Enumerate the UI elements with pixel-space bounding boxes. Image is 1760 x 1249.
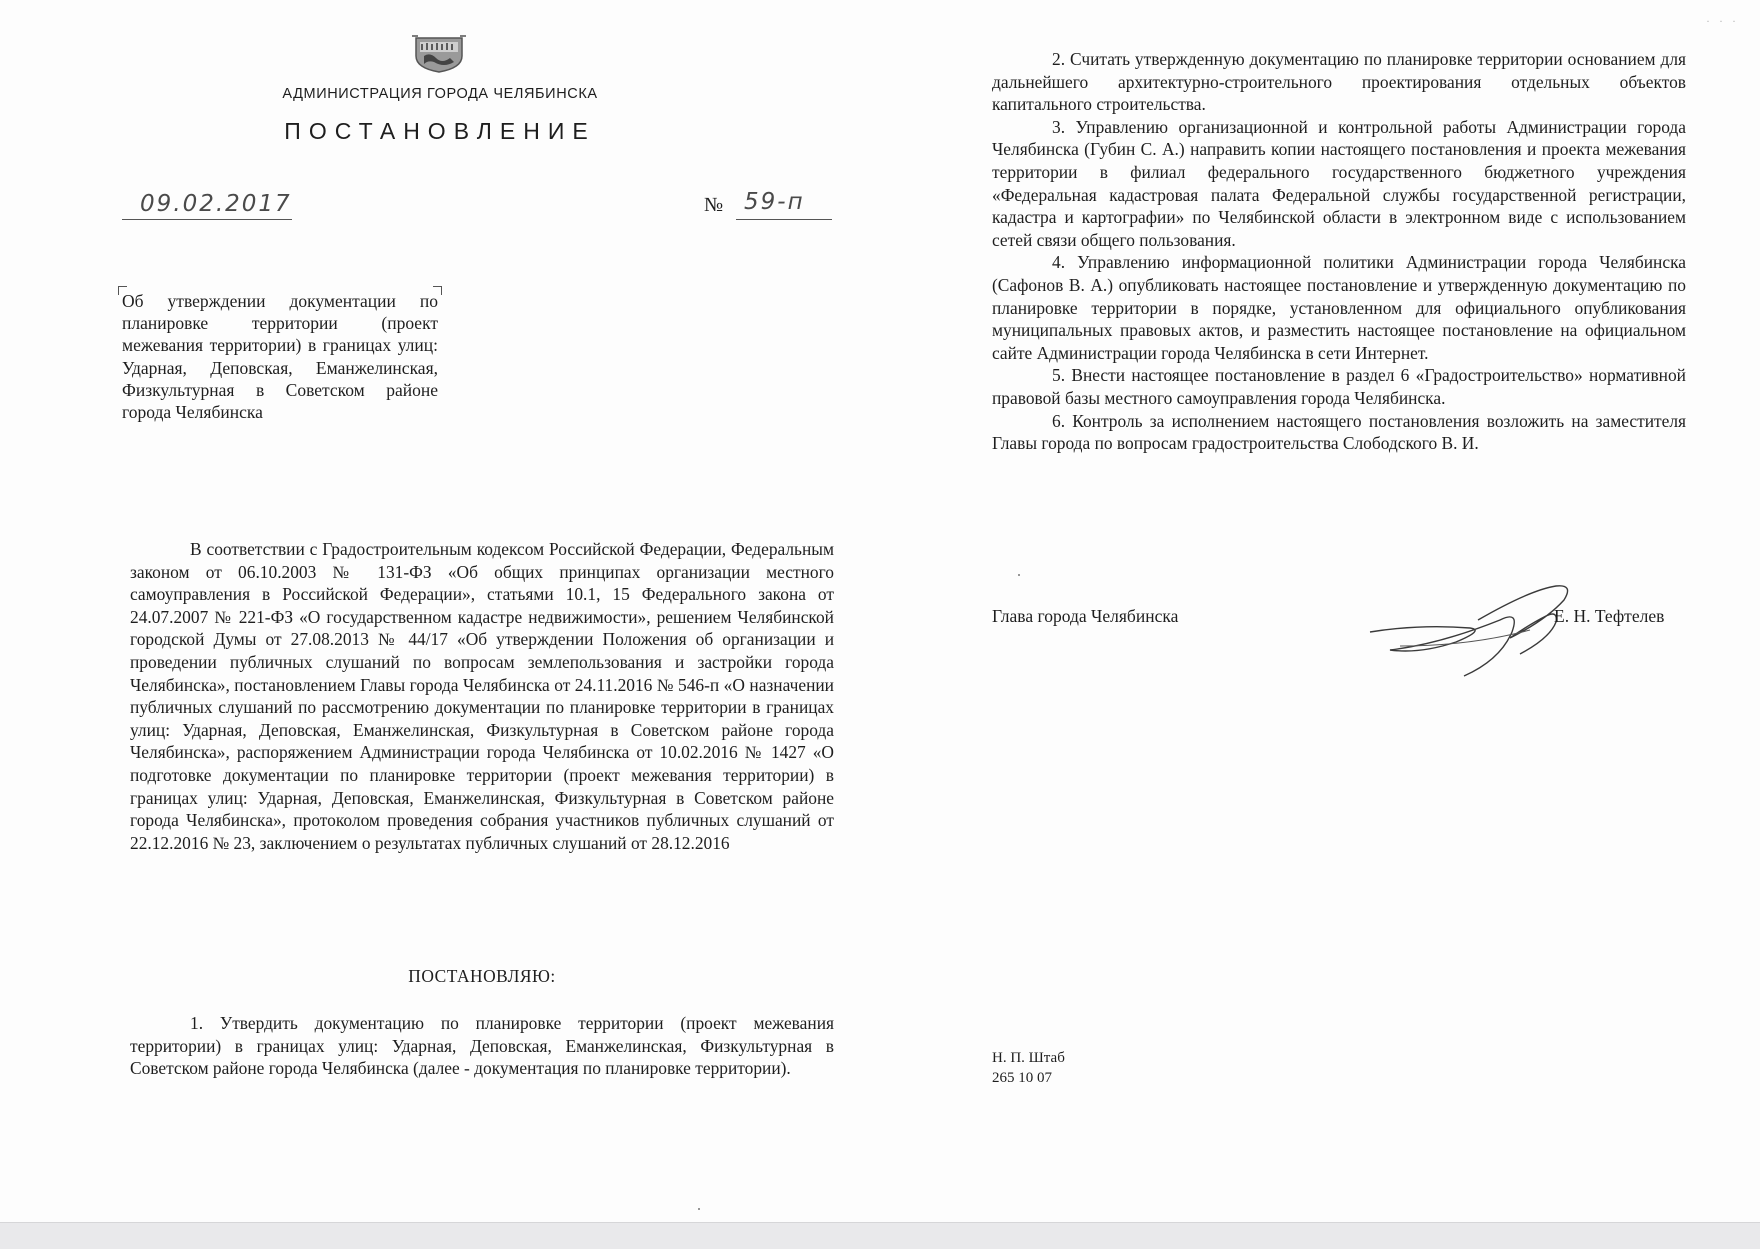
- document-subject: Об утверждении документации по планировке территории (проект межевания территории) в границах улиц: Ударная, Деповская, Еманжелинская, Физкультурная в Советском районе города Челябинска: [122, 291, 438, 423]
- bracket-top-right: [433, 286, 442, 295]
- bracket-top-left: [118, 286, 127, 295]
- decree-item-4: 4. Управлению информационной политики Администрации города Челябинска (Сафонов В. А.) опубликовать настоящее постановление и утвержденную документацию по планировке территории в порядке, установленном для официального опубликования муниципальных правовых актов, и разместить настоящее постановление на официальном сайте Администрации города Челябинска в сети Интернет.: [992, 252, 1686, 363]
- chelyabinsk-coat-of-arms-icon: [410, 34, 468, 74]
- decree-number: 59-п: [744, 189, 805, 215]
- decree-item-1: 1. Утвердить документацию по планировке территории (проект межевания территории) в границах улиц: Ударная, Деповская, Еманжелинская, Физкультурная в Советском районе города Челябинска (далее - документация по планировке территории).: [130, 1013, 834, 1079]
- speck: [698, 1208, 700, 1210]
- scan-edge-mark: · · ·: [1706, 14, 1739, 28]
- decree-item-5: 5. Внести настоящее постановление в раздел 6 «Градостроительство» нормативной правовой базы местного самоуправления города Челябинска.: [992, 365, 1686, 408]
- number-sign: №: [704, 194, 724, 216]
- subject-block: [122, 290, 438, 423]
- executor-phone: 265 10 07: [992, 1070, 1052, 1086]
- executor-block: [992, 1048, 1065, 1088]
- decree-date-field: [122, 193, 292, 220]
- decree-item-2: 2. Считать утвержденную документацию по планировке территории основанием для дальнейшего архитектурно-строительного проектирования отдельных объектов капитального строительства.: [992, 49, 1686, 115]
- executor-name: Н. П. Штаб: [992, 1050, 1065, 1066]
- signatory-name: Е. Н. Тефтелев: [1554, 606, 1665, 626]
- decree-item-3: 3. Управлению организационной и контрольной работы Администрации города Челябинска (Губин С. А.) направить копии настоящего постановления и проекта межевания территории в филиал федерального государственного бюджетного учреждения «Федеральная кадастровая палата Федеральной службы государственной регистрации, кадастра и картографии» по Челябинской области в электронном виде с использованием сетей связи общего пользования.: [992, 116, 1686, 250]
- signatory-position: Глава города Челябинска: [992, 606, 1179, 626]
- decree-keyword: ПОСТАНОВЛЯЮ:: [408, 966, 556, 986]
- items-right-column: [992, 48, 1686, 455]
- preamble-block: [130, 538, 834, 854]
- document-title: ПОСТАНОВЛЕНИЕ: [284, 118, 596, 144]
- decree-item-6: 6. Контроль за исполнением настоящего постановления возложить на заместителя Главы города по вопросам градостроительства Слободского В. И.: [992, 410, 1686, 454]
- decree-date: 09.02.2017: [140, 191, 292, 217]
- scan-bottom-edge: [0, 1222, 1760, 1249]
- speck: [1018, 574, 1020, 576]
- item-1-block: [130, 1012, 834, 1080]
- handwritten-signature-icon: [1360, 580, 1610, 680]
- administration-name: АДМИНИСТРАЦИЯ ГОРОДА ЧЕЛЯБИНСКА: [282, 86, 598, 102]
- decree-number-field: [736, 189, 832, 220]
- preamble-paragraph: В соответствии с Градостроительным кодексом Российской Федерации, Федеральным законом от 06.10.2003 № 131-ФЗ «Об общих принципах организации местного самоуправления в Российской Федерации», статьями 10.1, 15 Федерального закона от 24.07.2007 № 221-ФЗ «О государственном кадастре недвижимости», решением Челябинской городской Думы от 27.08.2013 № 44/17 «Об утверждении Положения об организации и проведении публичных слушаний по вопросам землепользования и застройки города Челябинска», постановлением Главы города Челябинска от 24.11.2016 № 546-п «О назначении публичных слушаний по рассмотрению документации по планировке территории в границах улиц: Ударная, Деповская, Еманжелинская, Физкультурная в Советском районе города Челябинска», распоряжением Администрации города Челябинска от 10.02.2016 № 1427 «О подготовке документации по планировке территории (проект межевания территории) в границах улиц: Ударная, Деповская, Еманжелинская, Физкультурная в Советском районе города Челябинска», протоколом проведения собрания участников публичных слушаний от 22.12.2016 № 23, заключением о результатах публичных слушаний от 28.12.2016: [130, 539, 834, 853]
